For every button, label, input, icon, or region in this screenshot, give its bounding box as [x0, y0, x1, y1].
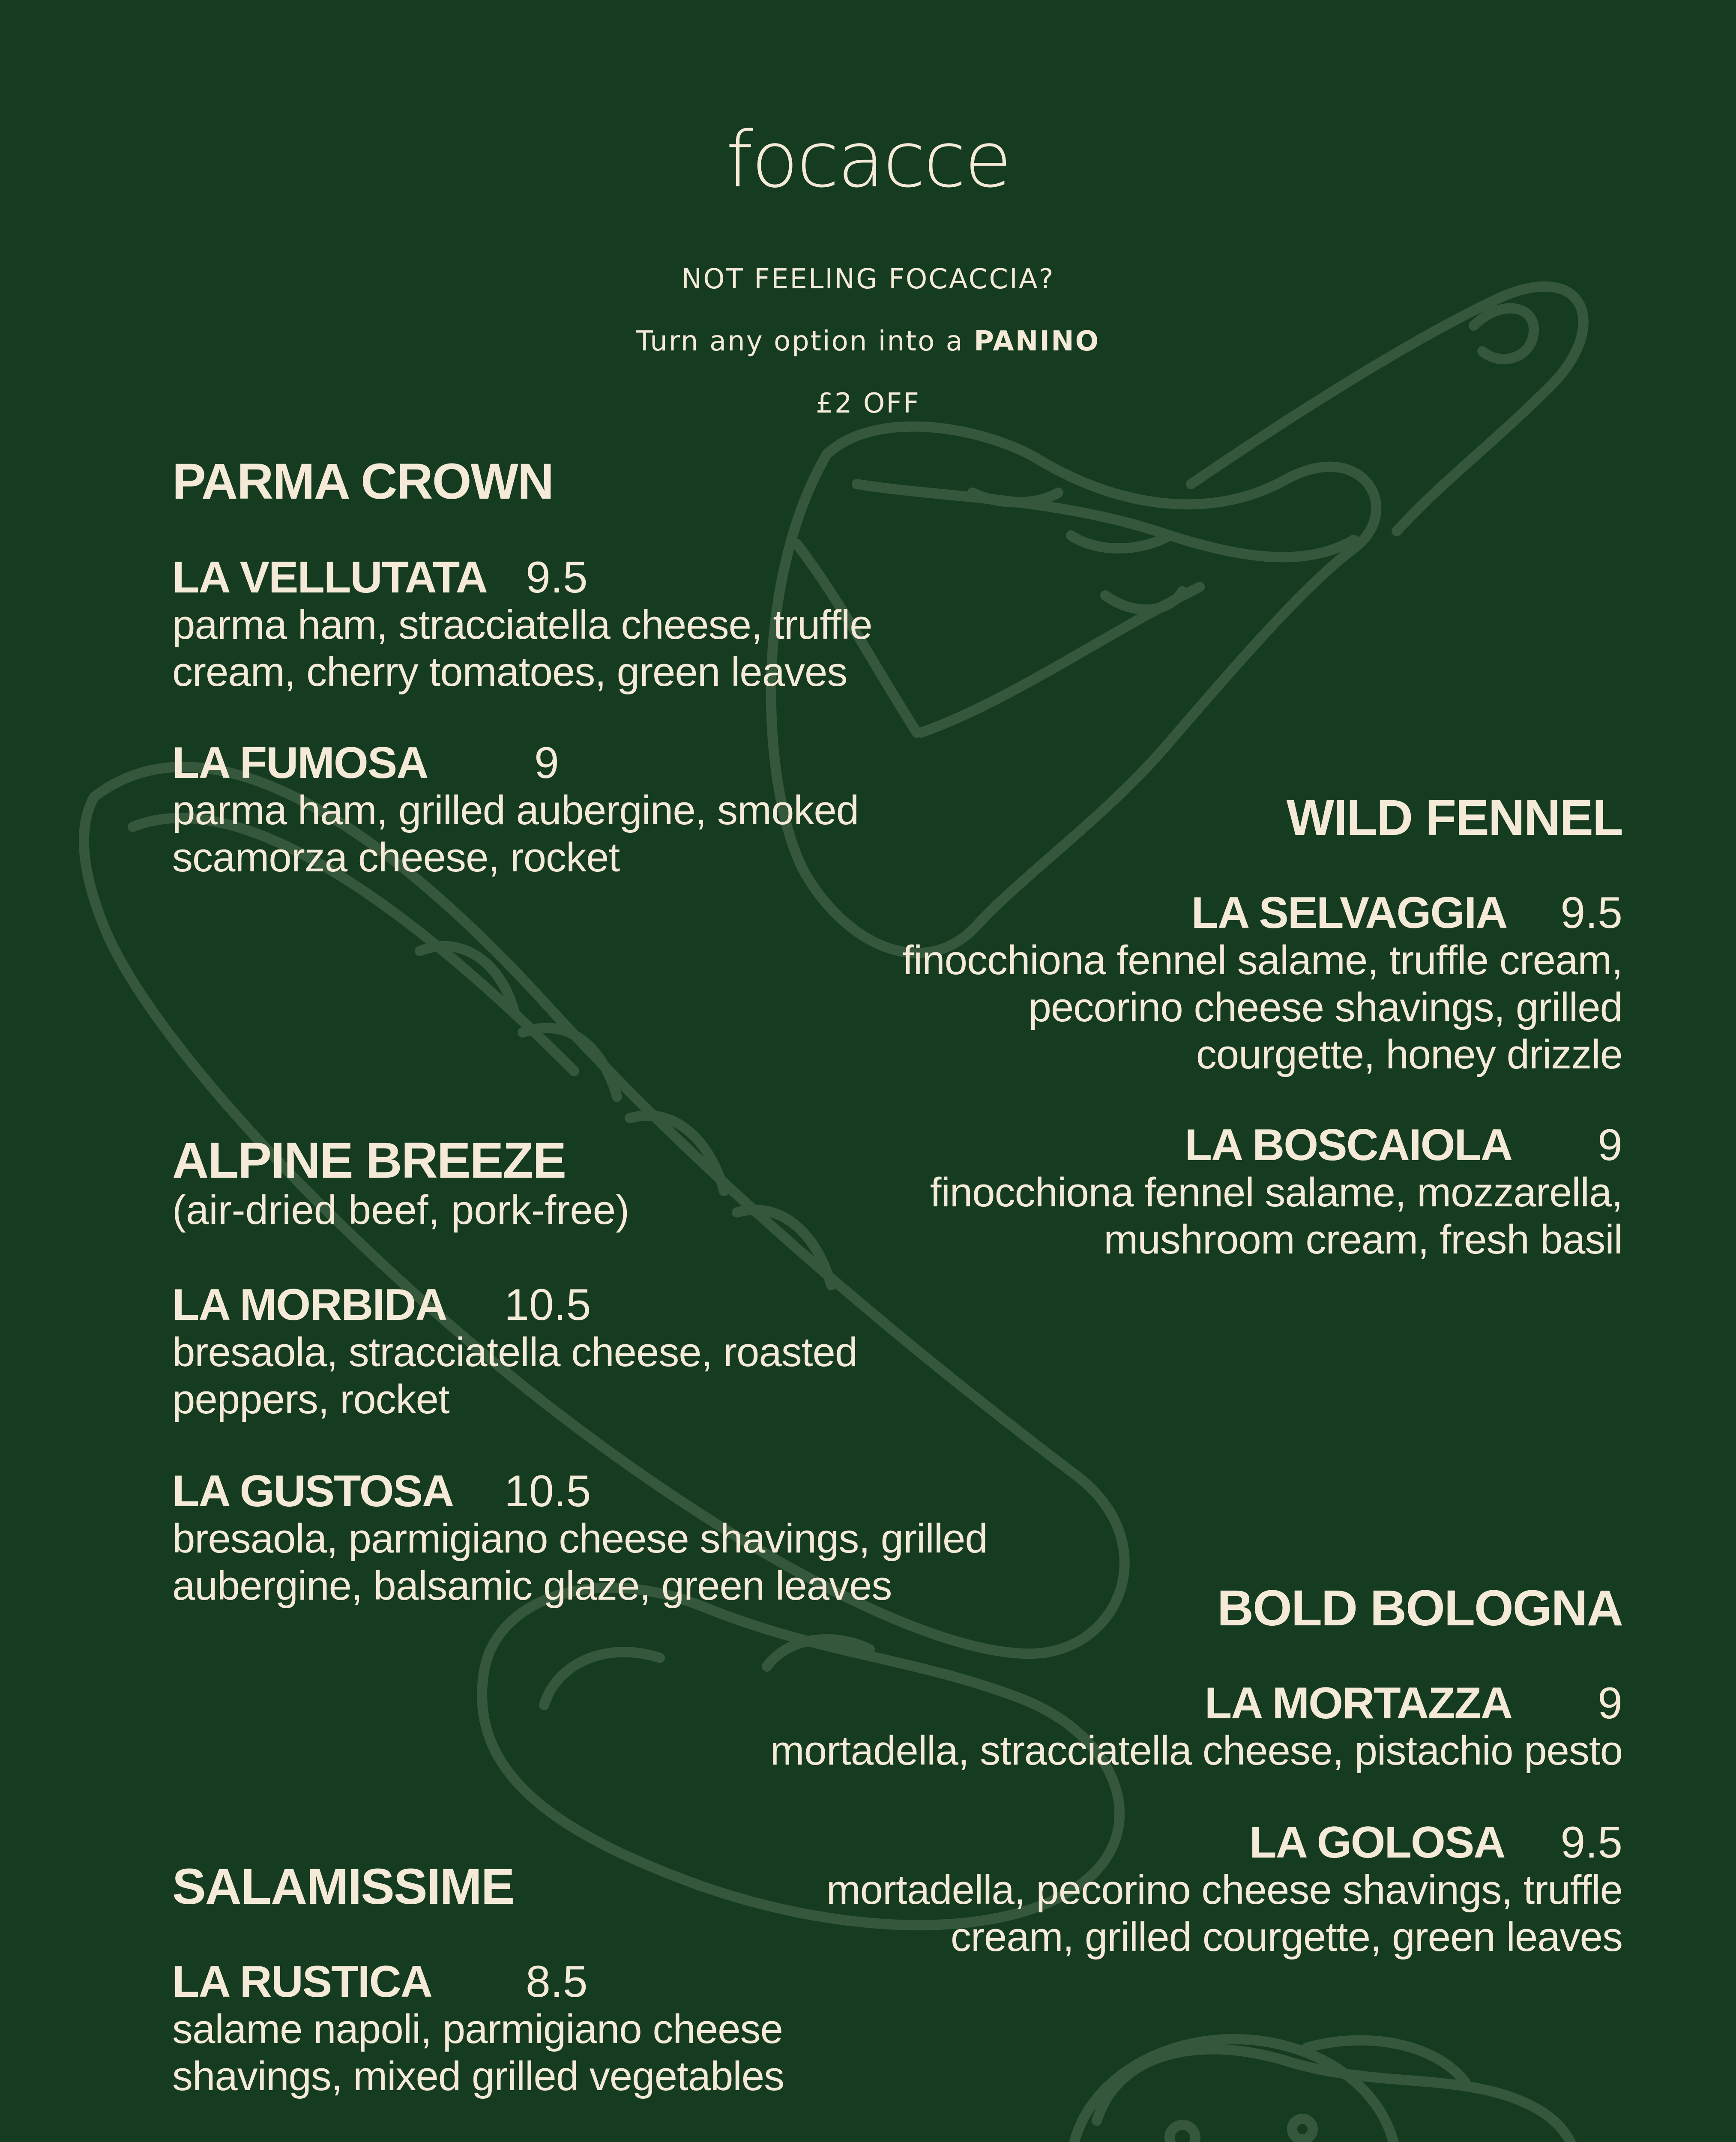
- menu-item-description: bresaola, parmigiano cheese shavings, grilled aubergine, balsamic glaze, green leaves: [172, 1516, 988, 1609]
- menu-item-description: parma ham, stracciatella cheese, truffle cream, cherry tomatoes, green leaves: [172, 602, 872, 695]
- menu-item-la-selvaggia: [902, 889, 1622, 1078]
- menu-item-la-golosa: [826, 1819, 1622, 1961]
- menu-item-description: mortadella, pecorino cheese shavings, truffle cream, grilled courgette, green leaves: [826, 1867, 1622, 1960]
- menu-item-description: finocchiona fennel salame, truffle cream, pecorino cheese shavings, grilled courgette, honey drizzle: [902, 937, 1622, 1078]
- menu-item-price: 9.5: [1560, 1818, 1622, 1867]
- menu-item-price: 9: [1598, 1120, 1622, 1170]
- section-note-alpine-breeze: (air-dried beef, pork-free): [172, 1187, 630, 1233]
- menu-item-la-rustica: [172, 1958, 784, 2100]
- menu-item-name: LA MORBIDA: [172, 1280, 447, 1330]
- section-heading-parma-crown: PARMA CROWN: [172, 453, 554, 510]
- menu-item-la-gustosa: [172, 1467, 988, 1609]
- menu-item-name: LA VELLUTATA: [172, 553, 487, 602]
- panino-offer: [0, 328, 1736, 355]
- menu-item-la-fumosa: [172, 739, 859, 881]
- section-heading-alpine-breeze: ALPINE BREEZE: [172, 1132, 566, 1189]
- menu-item-name: LA GUSTOSA: [172, 1466, 454, 1516]
- menu-item-name: LA FUMOSA: [172, 738, 428, 788]
- menu-item-price: 10.5: [504, 1280, 591, 1330]
- menu-item-la-vellutata: [172, 553, 872, 696]
- menu-item-name: LA BOSCAIOLA: [1185, 1120, 1512, 1170]
- menu-item-price: 10.5: [504, 1466, 591, 1516]
- menu-item-name: LA GOLOSA: [1249, 1818, 1505, 1867]
- menu-item-la-boscaiola: [930, 1121, 1622, 1263]
- menu-item-description: parma ham, grilled aubergine, smoked scamorza cheese, rocket: [172, 787, 859, 881]
- menu-item-name: LA RUSTICA: [172, 1957, 432, 2007]
- section-heading-salamissime: SALAMISSIME: [172, 1858, 514, 1915]
- panino-discount: £2 OFF: [816, 388, 920, 419]
- menu-item-description: mortadella, stracciatella cheese, pistachio pesto: [770, 1728, 1622, 1774]
- menu-item-description: finocchiona fennel salame, mozzarella, mushroom cream, fresh basil: [930, 1170, 1622, 1263]
- menu-item-name: LA SELVAGGIA: [1191, 888, 1507, 938]
- page-title: focacce: [726, 115, 1010, 205]
- menu-item-price: 9: [1598, 1678, 1622, 1728]
- menu-item-price: 9: [534, 738, 559, 788]
- panino-question: NOT FEELING FOCACCIA?: [681, 263, 1055, 295]
- menu-item-la-morbida: [172, 1281, 857, 1423]
- section-heading-bold-bologna: BOLD BOLOGNA: [1217, 1580, 1622, 1636]
- menu-item-la-mortazza: [770, 1679, 1622, 1774]
- menu-item-price: 8.5: [526, 1957, 588, 2007]
- panino-offer-prefix: Turn any option into a: [636, 326, 974, 357]
- menu-item-name: LA MORTAZZA: [1204, 1678, 1512, 1728]
- section-heading-wild-fennel: WILD FENNEL: [1286, 790, 1622, 846]
- menu-item-price: 9.5: [526, 553, 588, 602]
- menu-item-description: bresaola, stracciatella cheese, roasted peppers, rocket: [172, 1329, 858, 1423]
- panino-word: PANINO: [974, 326, 1100, 357]
- menu-item-price: 9.5: [1560, 888, 1622, 938]
- menu-item-description: salame napoli, parmigiano cheese shavings, mixed grilled vegetables: [172, 2006, 784, 2100]
